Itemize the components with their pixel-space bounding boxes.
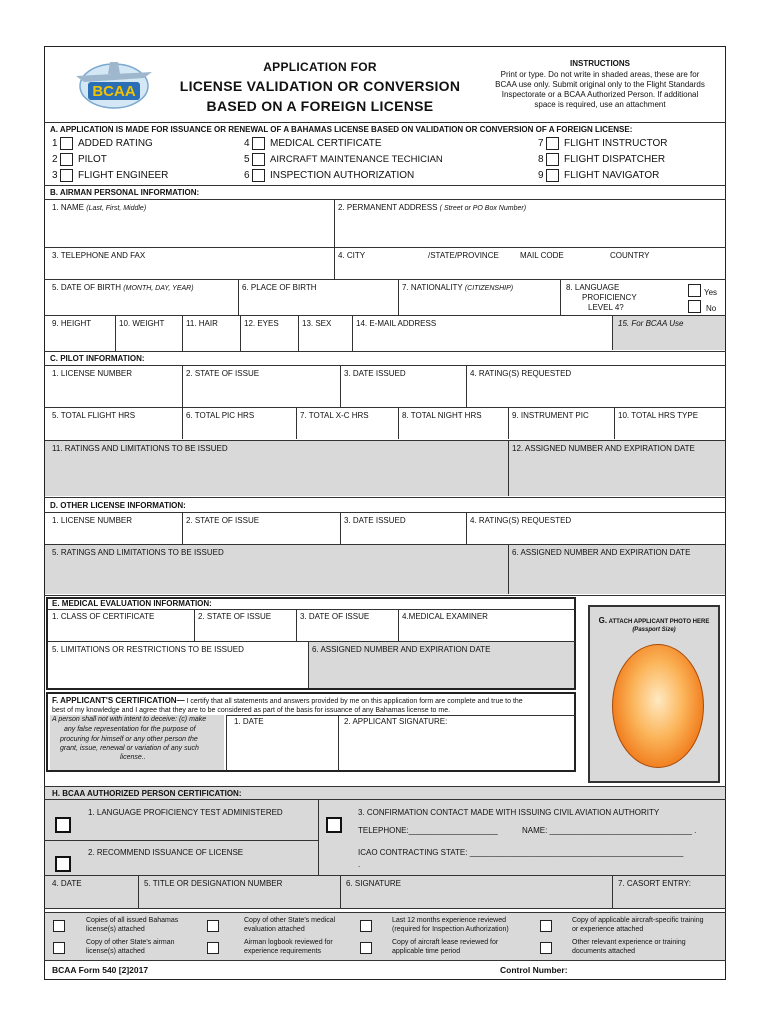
address-label[interactable]: 2. PERMANENT ADDRESS ( Street or PO Box Number) [338, 203, 527, 212]
checklist-4-line1: Copy of applicable aircraft-specific training [572, 917, 704, 924]
form-number: BCAA Form 540 [2]2017 [52, 965, 149, 975]
checklist-5-line1: Copy of other State's airman [86, 939, 175, 946]
section-b-heading: B. AIRMAN PERSONAL INFORMATION: [50, 188, 200, 197]
option-added-rating: ADDED RATING [78, 138, 153, 149]
weight-label[interactable]: 10. WEIGHT [119, 319, 165, 328]
other-date-label[interactable]: 3. DATE ISSUED [344, 516, 406, 525]
checklist-7-line1: Copy of aircraft lease reviewed for [392, 939, 499, 946]
dob-label[interactable]: 5. DATE OF BIRTH (MONTH, DAY, YEAR) [52, 283, 194, 292]
checklist-3-line1: Last 12 months experience reviewed [392, 917, 507, 924]
logo-text: BCAA [92, 83, 136, 100]
flight-instructor-checkbox[interactable] [546, 137, 559, 150]
checklist-7-line2: applicable time period [392, 948, 461, 955]
eyes-label[interactable]: 12. EYES [244, 319, 279, 328]
other-license-label[interactable]: 1. LICENSE NUMBER [52, 516, 133, 525]
option-flight-navigator: FLIGHT NAVIGATOR [564, 170, 660, 181]
checklist-6-line2: experience requirements [244, 948, 322, 955]
class-label[interactable]: 1. CLASS OF CERTIFICATE [52, 612, 155, 621]
option-medical-certificate: MEDICAL CERTIFICATE [270, 138, 382, 149]
h-signature-label[interactable]: 6. SIGNATURE [346, 879, 401, 888]
warning-line2: any false representation for the purpose of [64, 726, 196, 733]
signature-label[interactable]: 2. APPLICANT SIGNATURE: [344, 717, 448, 726]
no-label: No [706, 304, 717, 313]
section-e-heading: E. MEDICAL EVALUATION INFORMATION: [52, 599, 212, 608]
flight-dispatcher-checkbox[interactable] [546, 153, 559, 166]
certification-text: best of my knowledge and I agree that they are to be considered as part of the basis for issuance of any Bahamas license to me. [52, 707, 451, 714]
option-flight-instructor: FLIGHT INSTRUCTOR [564, 138, 668, 149]
option-inspection-authorization: INSPECTION AUTHORIZATION [270, 170, 415, 181]
checklist-3-line2: (required for Inspection Authorization) [392, 926, 509, 933]
checklist-5-line2: license(s) attached [86, 948, 145, 955]
confirmation-label: 3. CONFIRMATION CONTACT MADE WITH ISSUING CIVIL AVIATION AUTHORITY [358, 808, 660, 817]
bahamas-license-copies-checkbox[interactable] [53, 920, 65, 932]
height-label[interactable]: 9. HEIGHT [52, 319, 92, 328]
contact-name-label[interactable]: NAME: ________________________________ . [522, 826, 697, 835]
city-label[interactable]: 4. CITY [338, 251, 366, 260]
telephone-label[interactable]: TELEPHONE:____________________ [358, 826, 498, 835]
pilot-assigned-label: 12. ASSIGNED NUMBER AND EXPIRATION DATE [512, 444, 695, 453]
other-limits-label: 5. RATINGS AND LIMITATIONS TO BE ISSUED [52, 548, 224, 557]
language-yes-checkbox[interactable] [688, 284, 701, 297]
photo-label: G. ATTACH APPLICANT PHOTO HERE [598, 616, 710, 625]
state-label: /STATE/PROVINCE [428, 251, 499, 260]
flight-navigator-checkbox[interactable] [546, 169, 559, 182]
bcaa-logo [70, 58, 158, 110]
logbook-reviewed-checkbox[interactable] [207, 942, 219, 954]
pob-label[interactable]: 6. PLACE OF BIRTH [242, 283, 317, 292]
pilot-checkbox[interactable] [60, 153, 73, 166]
other-medical-checkbox[interactable] [207, 920, 219, 932]
instrument-pic-label[interactable]: 9. INSTRUMENT PIC [512, 411, 589, 420]
pilot-license-label[interactable]: 1. LICENSE NUMBER [52, 369, 133, 378]
instructions-line3: Inspectorate or a BCAA Authorized Person. If additional [501, 90, 699, 99]
total-pic-label[interactable]: 6. TOTAL PIC HRS [186, 411, 255, 420]
checklist-8-line2: documents attached [572, 948, 636, 955]
med-assigned-label: 6. ASSIGNED NUMBER AND EXPIRATION DATE [312, 645, 491, 654]
icao-dot: . [358, 860, 361, 869]
warning-line5: license.. [120, 754, 146, 761]
option-flight-dispatcher: FLIGHT DISPATCHER [564, 154, 666, 165]
checklist-1-line1: Copies of all issued Bahamas [86, 917, 179, 924]
instructions-line2: BCAA use only. Submit original only to the Flight Standards [495, 80, 705, 89]
med-limits-label[interactable]: 5. LIMITATIONS OR RESTRICTIONS TO BE ISSUED [52, 645, 244, 654]
inspection-authorization-checkbox[interactable] [252, 169, 265, 182]
total-xc-label[interactable]: 7. TOTAL X-C HRS [300, 411, 369, 420]
lp-test-label: 1. LANGUAGE PROFICIENCY TEST ADMINISTERED [88, 808, 283, 817]
section-h-heading: H. BCAA AUTHORIZED PERSON CERTIFICATION: [52, 789, 242, 798]
other-assigned-label: 6. ASSIGNED NUMBER AND EXPIRATION DATE [512, 548, 691, 557]
checklist-2-line2: evaluation attached [244, 926, 305, 933]
checklist-6-line1: Airman logbook reviewed for [244, 939, 333, 946]
pilot-date-label[interactable]: 3. DATE ISSUED [344, 369, 406, 378]
country-label: COUNTRY [610, 251, 650, 260]
section-c-heading: C. PILOT INFORMATION: [50, 354, 145, 363]
warning-line1: A person shall not with intent to deceive: (c) make [52, 716, 207, 723]
examiner-label[interactable]: 4.MEDICAL EXAMINER [402, 612, 488, 621]
option-aircraft-maintenance: AIRCRAFT MAINTENANCE TECHICIAN [270, 154, 443, 165]
bcaa-use-label: 15. For BCAA Use [618, 319, 684, 328]
checklist-1-line2: license(s) attached [86, 926, 145, 933]
pilot-limits-label: 11. RATINGS AND LIMITATIONS TO BE ISSUED [52, 444, 228, 453]
warning-line4: grant, issue, renewal or variation of any such [60, 745, 199, 752]
yes-label: Yes [704, 288, 718, 297]
instructions-line4: space is required, use an attachment [534, 100, 666, 109]
pilot-state-label[interactable]: 2. STATE OF ISSUE [186, 369, 260, 378]
recommend-checkbox[interactable] [55, 856, 71, 872]
section-d-heading: D. OTHER LICENSE INFORMATION: [50, 501, 186, 510]
other-airman-license-checkbox[interactable] [53, 942, 65, 954]
control-number-label: Control Number: [500, 965, 568, 975]
section-f-heading: F. APPLICANT'S CERTIFICATION— I certify that all statements and answers provided by me on this application form are complete and true to the [52, 696, 523, 705]
instructions-title: INSTRUCTIONS [570, 59, 630, 68]
lease-reviewed-checkbox[interactable] [360, 942, 372, 954]
recommend-label: 2. RECOMMEND ISSUANCE OF LICENSE [88, 848, 244, 857]
language-label-2: PROFICIENCY [582, 293, 637, 302]
checklist-2-line1: Copy of other State's medical [244, 917, 336, 924]
other-experience-checkbox[interactable] [540, 942, 552, 954]
checklist-4-line2: or experience attached [572, 926, 644, 933]
option-pilot: PILOT [78, 154, 107, 165]
lp-test-checkbox[interactable] [55, 817, 71, 833]
name-label[interactable]: 1. NAME (Last, First, Middle) [52, 203, 147, 212]
title-line2: LICENSE VALIDATION OR CONVERSION [179, 78, 461, 94]
experience-reviewed-checkbox[interactable] [360, 920, 372, 932]
photo-sub-label: (Passport Size) [632, 627, 676, 633]
sex-label[interactable]: 13. SEX [302, 319, 332, 328]
confirmation-checkbox[interactable] [326, 817, 342, 833]
language-label-1: 8. LANGUAGE [566, 283, 620, 292]
language-no-checkbox[interactable] [688, 300, 701, 313]
nationality-label[interactable]: 7. NATIONALITY (CITIZENSHIP) [402, 283, 514, 292]
h-title-label[interactable]: 5. TITLE OR DESIGNATION NUMBER [144, 879, 283, 888]
title-line3: BASED ON A FOREIGN LICENSE [206, 98, 434, 114]
phone-label[interactable]: 3. TELEPHONE AND FAX [52, 251, 146, 260]
aircraft-training-checkbox[interactable] [540, 920, 552, 932]
mail-code-label: MAIL CODE [520, 251, 564, 260]
pilot-ratings-label[interactable]: 4. RATING(S) REQUESTED [470, 369, 572, 378]
total-type-label[interactable]: 10. TOTAL HRS TYPE [618, 411, 699, 420]
hair-label[interactable]: 11. HAIR [186, 319, 218, 328]
h-date-label[interactable]: 4. DATE [52, 879, 82, 888]
other-state-label[interactable]: 2. STATE OF ISSUE [186, 516, 260, 525]
med-state-label[interactable]: 2. STATE OF ISSUE [198, 612, 272, 621]
photo-placeholder-icon [612, 644, 704, 768]
warning-line3: procuring for himself or any other person the [60, 736, 198, 743]
flight-engineer-checkbox[interactable] [60, 169, 73, 182]
casort-label[interactable]: 7. CASORT ENTRY: [618, 879, 691, 888]
email-label[interactable]: 14. E-MAIL ADDRESS [356, 319, 437, 328]
added-rating-checkbox[interactable] [60, 137, 73, 150]
instructions-line1: Print or type. Do not write in shaded areas, these are for [500, 70, 700, 79]
option-flight-engineer: FLIGHT ENGINEER [78, 170, 169, 181]
checklist-8-line1: Other relevant experience or training [572, 939, 686, 946]
medical-certificate-checkbox[interactable] [252, 137, 265, 150]
aircraft-maintenance-checkbox[interactable] [252, 153, 265, 166]
cert-date-label[interactable]: 1. DATE [234, 717, 264, 726]
total-flight-label[interactable]: 5. TOTAL FLIGHT HRS [52, 411, 136, 420]
med-date-label[interactable]: 3. DATE OF ISSUE [300, 612, 370, 621]
title-line1: APPLICATION FOR [263, 60, 377, 74]
icao-state-label[interactable]: ICAO CONTRACTING STATE: ________________________________________________ [358, 848, 684, 857]
other-ratings-label[interactable]: 4. RATING(S) REQUESTED [470, 516, 572, 525]
total-night-label[interactable]: 8. TOTAL NIGHT HRS [402, 411, 482, 420]
section-a-heading: A. APPLICATION IS MADE FOR ISSUANCE OR RENEWAL OF A BAHAMAS LICENSE BASED ON VALIDATION OR CONVERSION OF A FOREIGN LICENSE: [50, 125, 633, 134]
language-label-3: LEVEL 4? [588, 303, 624, 312]
